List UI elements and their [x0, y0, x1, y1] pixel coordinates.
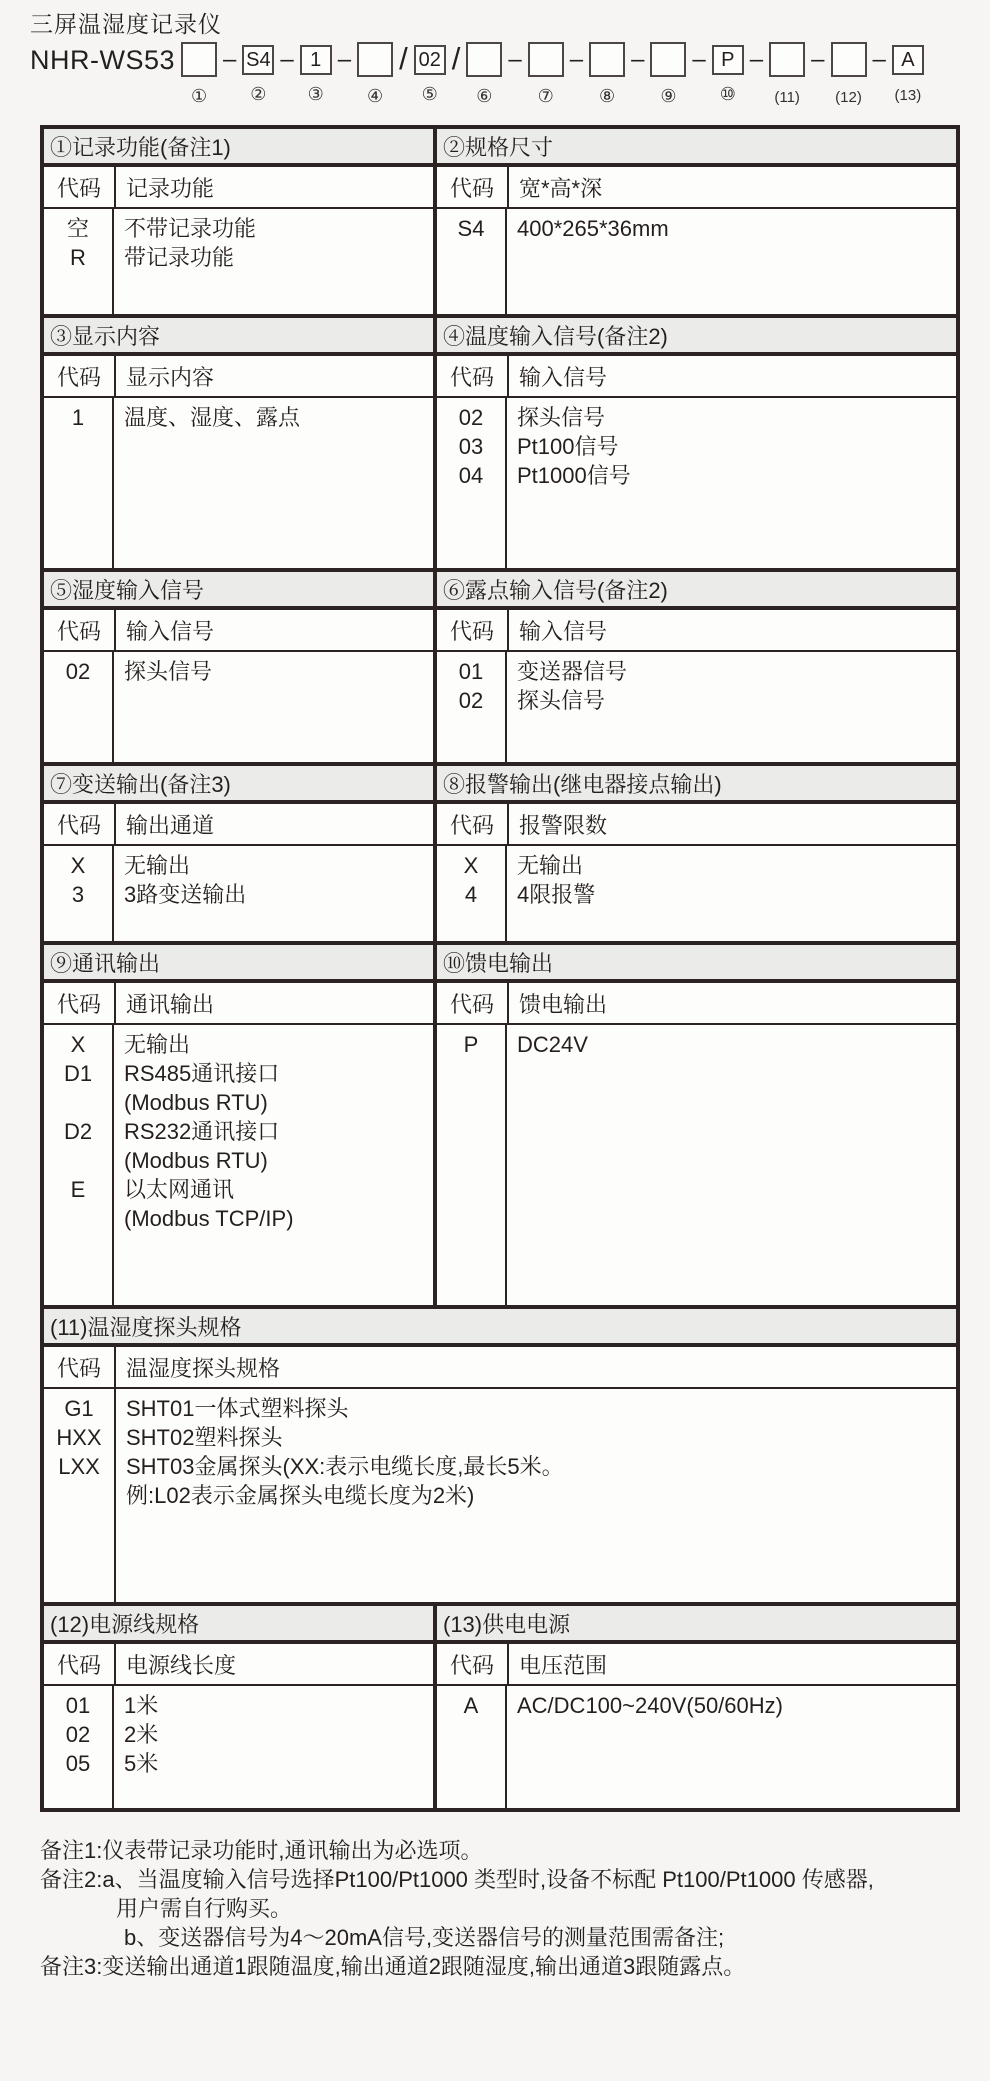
section-title: ④温度输入信号(备注2) [433, 318, 956, 352]
value-column [114, 1686, 433, 1808]
value-cell: Pt100信号 [517, 434, 619, 459]
code-cell: 02 [458, 688, 484, 713]
code-column [437, 846, 507, 941]
code-cell: 03 [458, 434, 484, 459]
note-line-4: b、变送器信号为4～20mA信号,变送器信号的测量范围需备注; [124, 1925, 725, 1950]
code-column [44, 652, 114, 762]
model-segment-8 [589, 42, 625, 106]
column-header-group [44, 1347, 956, 1387]
body-group [433, 652, 956, 762]
code-cell: 空 [66, 216, 89, 241]
model-box-4 [357, 42, 393, 77]
section-body-row [44, 398, 956, 568]
section-header-row [44, 572, 956, 610]
value-column [114, 652, 433, 762]
value-header-cell: 输入信号 [519, 364, 608, 390]
code-header-cell: 代码 [437, 356, 509, 396]
code-column [44, 398, 114, 568]
model-index-9: ⑨ [660, 86, 677, 106]
section-body-row [44, 209, 956, 314]
body-group [44, 209, 433, 314]
column-header-row [44, 167, 956, 209]
value-header-cell: 宽*高*深 [519, 175, 603, 201]
section-title: (12)电源线规格 [44, 1606, 433, 1640]
section-title: ②规格尺寸 [433, 129, 956, 163]
model-index-11: (11) [774, 89, 800, 106]
code-header-cell: 代码 [437, 804, 509, 844]
section-title: ⑩馈电输出 [433, 945, 956, 979]
code-column [44, 846, 114, 941]
value-column [507, 1025, 956, 1305]
code-cell: G1 [64, 1396, 94, 1421]
code-cell: D2 [63, 1119, 93, 1144]
section-title: ⑥露点输入信号(备注2) [433, 572, 956, 606]
code-cell: 04 [458, 463, 484, 488]
model-box-8 [589, 42, 625, 77]
value-cell: 以太网通讯 [124, 1177, 235, 1202]
value-cell: Pt1000信号 [517, 463, 631, 488]
column-header-group [44, 804, 433, 844]
value-cell: 带记录功能 [124, 245, 235, 270]
model-segment-4 [357, 42, 393, 106]
model-separator: – [569, 46, 584, 73]
model-segment-1 [181, 42, 217, 106]
section-header-row [44, 129, 956, 167]
note-line-1: 备注1:仪表带记录功能时,通讯输出为必选项。 [40, 1838, 483, 1863]
code-column [437, 1025, 507, 1305]
model-segment-10 [712, 42, 744, 104]
code-cell: X [70, 853, 86, 878]
value-cell: 4限报警 [517, 882, 596, 907]
value-column [114, 398, 433, 568]
value-cell: 例:L02表示金属探头电缆长度为2米) [126, 1483, 475, 1508]
table-section-6 [44, 1305, 956, 1602]
column-header-group [44, 610, 433, 650]
code-cell: S4 [457, 216, 485, 241]
column-header-row [44, 1347, 956, 1389]
value-cell: 5米 [124, 1751, 159, 1776]
code-cell [44, 1481, 114, 1510]
table-section-7 [44, 1602, 956, 1808]
model-separator: – [749, 46, 764, 73]
value-cell: RS232通讯接口 [124, 1119, 280, 1144]
value-cell: 400*265*36mm [517, 216, 669, 241]
section-title: ⑨通讯输出 [44, 945, 433, 979]
value-cell: 无输出 [124, 853, 191, 878]
value-cell: 无输出 [517, 853, 584, 878]
model-box-5: 02 [414, 45, 446, 75]
notes [40, 1836, 970, 1981]
section-header-row [44, 318, 956, 356]
body-group [433, 846, 956, 941]
section-body-row [44, 846, 956, 941]
model-box-2: S4 [242, 45, 274, 75]
code-cell: LXX [58, 1454, 100, 1479]
code-header-cell: 代码 [437, 1644, 509, 1684]
code-cell: 1 [71, 405, 85, 430]
body-group [44, 652, 433, 762]
code-cell: X [463, 853, 479, 878]
code-header-cell: 代码 [437, 610, 509, 650]
code-column [44, 209, 114, 314]
note-line-5: 备注3:变送输出通道1跟随温度,输出通道2跟随湿度,输出通道3跟随露点。 [40, 1954, 746, 1979]
model-index-6: ⑥ [476, 86, 493, 106]
model-box-3: 1 [300, 45, 332, 75]
model-separator: – [337, 46, 352, 73]
value-cell: (Modbus RTU) [124, 1090, 268, 1115]
section-header-row [44, 766, 956, 804]
body-group [44, 1025, 433, 1305]
column-header-group [433, 610, 956, 650]
table-section-3 [44, 568, 956, 762]
value-cell: 不带记录功能 [124, 216, 257, 241]
table-section-4 [44, 762, 956, 941]
model-separator: / [451, 41, 461, 76]
column-header-group [433, 167, 956, 207]
body-group [44, 398, 433, 568]
model-box-7 [528, 42, 564, 77]
value-cell: SHT03金属探头(XX:表示电缆长度,最长5米。 [126, 1454, 564, 1479]
value-cell: (Modbus RTU) [124, 1148, 268, 1173]
value-column [507, 398, 956, 568]
column-header-group [433, 804, 956, 844]
column-header-group [433, 983, 956, 1023]
section-body-row [44, 652, 956, 762]
table-section-2 [44, 314, 956, 568]
column-header-group [44, 167, 433, 207]
model-box-1 [181, 42, 217, 77]
code-cell: D1 [63, 1061, 93, 1086]
model-index-10: ⑩ [719, 84, 736, 104]
note-line-2: 备注2:a、当温度输入信号选择Pt100/Pt1000 类型时,设备不标配 Pt100/Pt1000 传感器, [40, 1867, 874, 1892]
value-cell: 1米 [124, 1693, 159, 1718]
section-body-row [44, 1025, 956, 1305]
note-line-3: 用户需自行购买。 [116, 1896, 293, 1921]
column-header-group [433, 356, 956, 396]
body-group [44, 846, 433, 941]
value-column [507, 1686, 956, 1808]
value-header-cell: 显示内容 [126, 364, 215, 390]
model-segment-2 [242, 42, 274, 104]
value-header-cell: 输出通道 [126, 812, 215, 838]
model-separator: / [399, 41, 408, 76]
model-segment-5 [414, 42, 446, 104]
body-group [433, 1025, 956, 1305]
code-column [437, 209, 507, 314]
code-cell [44, 1088, 112, 1117]
code-header-cell: 代码 [437, 983, 509, 1023]
model-box-12 [831, 42, 867, 77]
code-column [437, 398, 507, 568]
code-cell: A [463, 1693, 479, 1718]
section-header-row [44, 1309, 956, 1347]
model-separator: – [692, 46, 706, 73]
section-title: ③显示内容 [44, 318, 433, 352]
value-header-cell: 报警限数 [519, 812, 608, 838]
table-section-5 [44, 941, 956, 1305]
model-segment-9 [650, 42, 686, 106]
section-body-row [44, 1686, 956, 1808]
code-cell: R [70, 245, 86, 270]
model-separator: – [631, 46, 645, 73]
column-header-group [44, 983, 433, 1023]
value-cell: 变送器信号 [517, 659, 628, 684]
model-segment-7 [528, 42, 564, 106]
code-header-cell: 代码 [44, 610, 116, 650]
code-cell: 02 [65, 659, 91, 684]
section-title: ⑦变送输出(备注3) [44, 766, 433, 800]
value-column [114, 1025, 433, 1305]
value-cell: 无输出 [124, 1032, 191, 1057]
value-column [114, 846, 433, 941]
body-group [433, 398, 956, 568]
section-title: ⑧报警输出(继电器接点输出) [433, 766, 956, 800]
model-separator: – [508, 46, 522, 73]
section-header-row [44, 945, 956, 983]
code-cell [44, 1146, 112, 1175]
model-index-4: ④ [367, 86, 384, 106]
model-separator: – [223, 46, 237, 73]
model-index-13: (13) [894, 87, 922, 104]
code-cell: E [70, 1177, 86, 1202]
code-column [437, 652, 507, 762]
value-cell: 温度、湿度、露点 [124, 405, 301, 430]
code-column [44, 1025, 114, 1305]
value-header-cell: 记录功能 [126, 175, 215, 201]
code-header-cell: 代码 [437, 167, 509, 207]
value-cell: 探头信号 [124, 659, 213, 684]
value-header-cell: 电源线长度 [126, 1652, 237, 1678]
column-header-group [433, 1644, 956, 1684]
code-header-cell: 代码 [44, 167, 116, 207]
column-header-row [44, 983, 956, 1025]
section-title: ①记录功能(备注1) [44, 129, 433, 163]
body-group [44, 1686, 433, 1808]
code-cell [44, 1204, 112, 1233]
value-column [507, 846, 956, 941]
value-cell: (Modbus TCP/IP) [124, 1206, 294, 1231]
code-column [44, 1686, 114, 1808]
model-index-7: ⑦ [537, 86, 554, 106]
model-separator: – [280, 46, 294, 73]
section-body-row [44, 1389, 956, 1602]
model-index-3: ③ [307, 84, 324, 104]
code-cell: HXX [56, 1425, 102, 1450]
value-cell: 3路变送输出 [124, 882, 247, 907]
section-header-row [44, 1606, 956, 1644]
model-index-1: ① [190, 86, 208, 106]
model-index-5: ⑤ [421, 84, 438, 104]
model-code-line [30, 42, 924, 108]
model-index-8: ⑧ [598, 86, 616, 106]
value-cell: DC24V [517, 1032, 588, 1057]
column-header-group [44, 356, 433, 396]
model-separator: – [811, 46, 825, 73]
code-cell: 01 [458, 659, 484, 684]
section-title: ⑤湿度输入信号 [44, 572, 433, 606]
column-header-group [44, 1644, 433, 1684]
code-cell: 4 [464, 882, 478, 907]
model-box-11 [769, 42, 805, 77]
doc-title: 三屏温湿度记录仪 [30, 11, 222, 37]
value-cell: RS485通讯接口 [124, 1061, 280, 1086]
model-segment-3 [300, 42, 332, 104]
model-box-6 [466, 42, 502, 77]
model-box-13: A [892, 45, 924, 75]
value-header-cell: 输入信号 [126, 618, 215, 644]
code-header-cell: 代码 [44, 983, 116, 1023]
code-cell: P [463, 1032, 479, 1057]
code-cell: 02 [65, 1722, 91, 1747]
column-header-row [44, 804, 956, 846]
code-header-cell: 代码 [44, 356, 116, 396]
value-header-cell: 通讯输出 [126, 991, 215, 1017]
code-column [437, 1686, 507, 1808]
code-cell: 02 [458, 405, 484, 430]
body-group [433, 1686, 956, 1808]
selection-table [40, 125, 960, 1812]
code-cell: X [70, 1032, 86, 1057]
model-box-10: P [712, 45, 744, 75]
code-cell: 3 [71, 882, 85, 907]
model-box-9 [650, 42, 686, 77]
value-header-cell: 电压范围 [519, 1652, 608, 1678]
value-cell: AC/DC100~240V(50/60Hz) [517, 1693, 783, 1718]
value-column [116, 1389, 956, 1602]
value-header-cell: 馈电输出 [519, 991, 608, 1017]
value-column [114, 209, 433, 314]
value-cell: SHT01一体式塑料探头 [126, 1396, 349, 1421]
value-header-cell: 温湿度探头规格 [126, 1355, 281, 1381]
value-cell: 2米 [124, 1722, 159, 1747]
body-group [433, 209, 956, 314]
code-header-cell: 代码 [44, 1644, 116, 1684]
table-section-1 [44, 129, 956, 314]
code-column [44, 1389, 116, 1602]
column-header-row [44, 356, 956, 398]
model-segment-12 [831, 42, 867, 108]
value-cell: SHT02塑料探头 [126, 1425, 283, 1450]
code-cell: 05 [65, 1751, 91, 1776]
model-index-2: ② [250, 84, 267, 104]
body-group [44, 1389, 956, 1602]
model-segment-11 [769, 42, 805, 108]
model-separator: – [872, 46, 886, 73]
value-column [507, 652, 956, 762]
code-header-cell: 代码 [44, 804, 116, 844]
model-segment-13 [892, 42, 924, 106]
code-cell: 01 [65, 1693, 91, 1718]
model-segment-6 [466, 42, 502, 106]
value-cell: 探头信号 [517, 405, 606, 430]
value-column [507, 209, 956, 314]
section-title: (11)温湿度探头规格 [44, 1309, 956, 1343]
column-header-row [44, 610, 956, 652]
section-title: (13)供电电源 [433, 1606, 956, 1640]
model-index-12: (12) [835, 89, 862, 106]
column-header-row [44, 1644, 956, 1686]
value-header-cell: 输入信号 [519, 618, 608, 644]
code-header-cell: 代码 [44, 1347, 116, 1387]
model-prefix: NHR-WS53 [30, 45, 176, 75]
value-cell: 探头信号 [517, 688, 606, 713]
